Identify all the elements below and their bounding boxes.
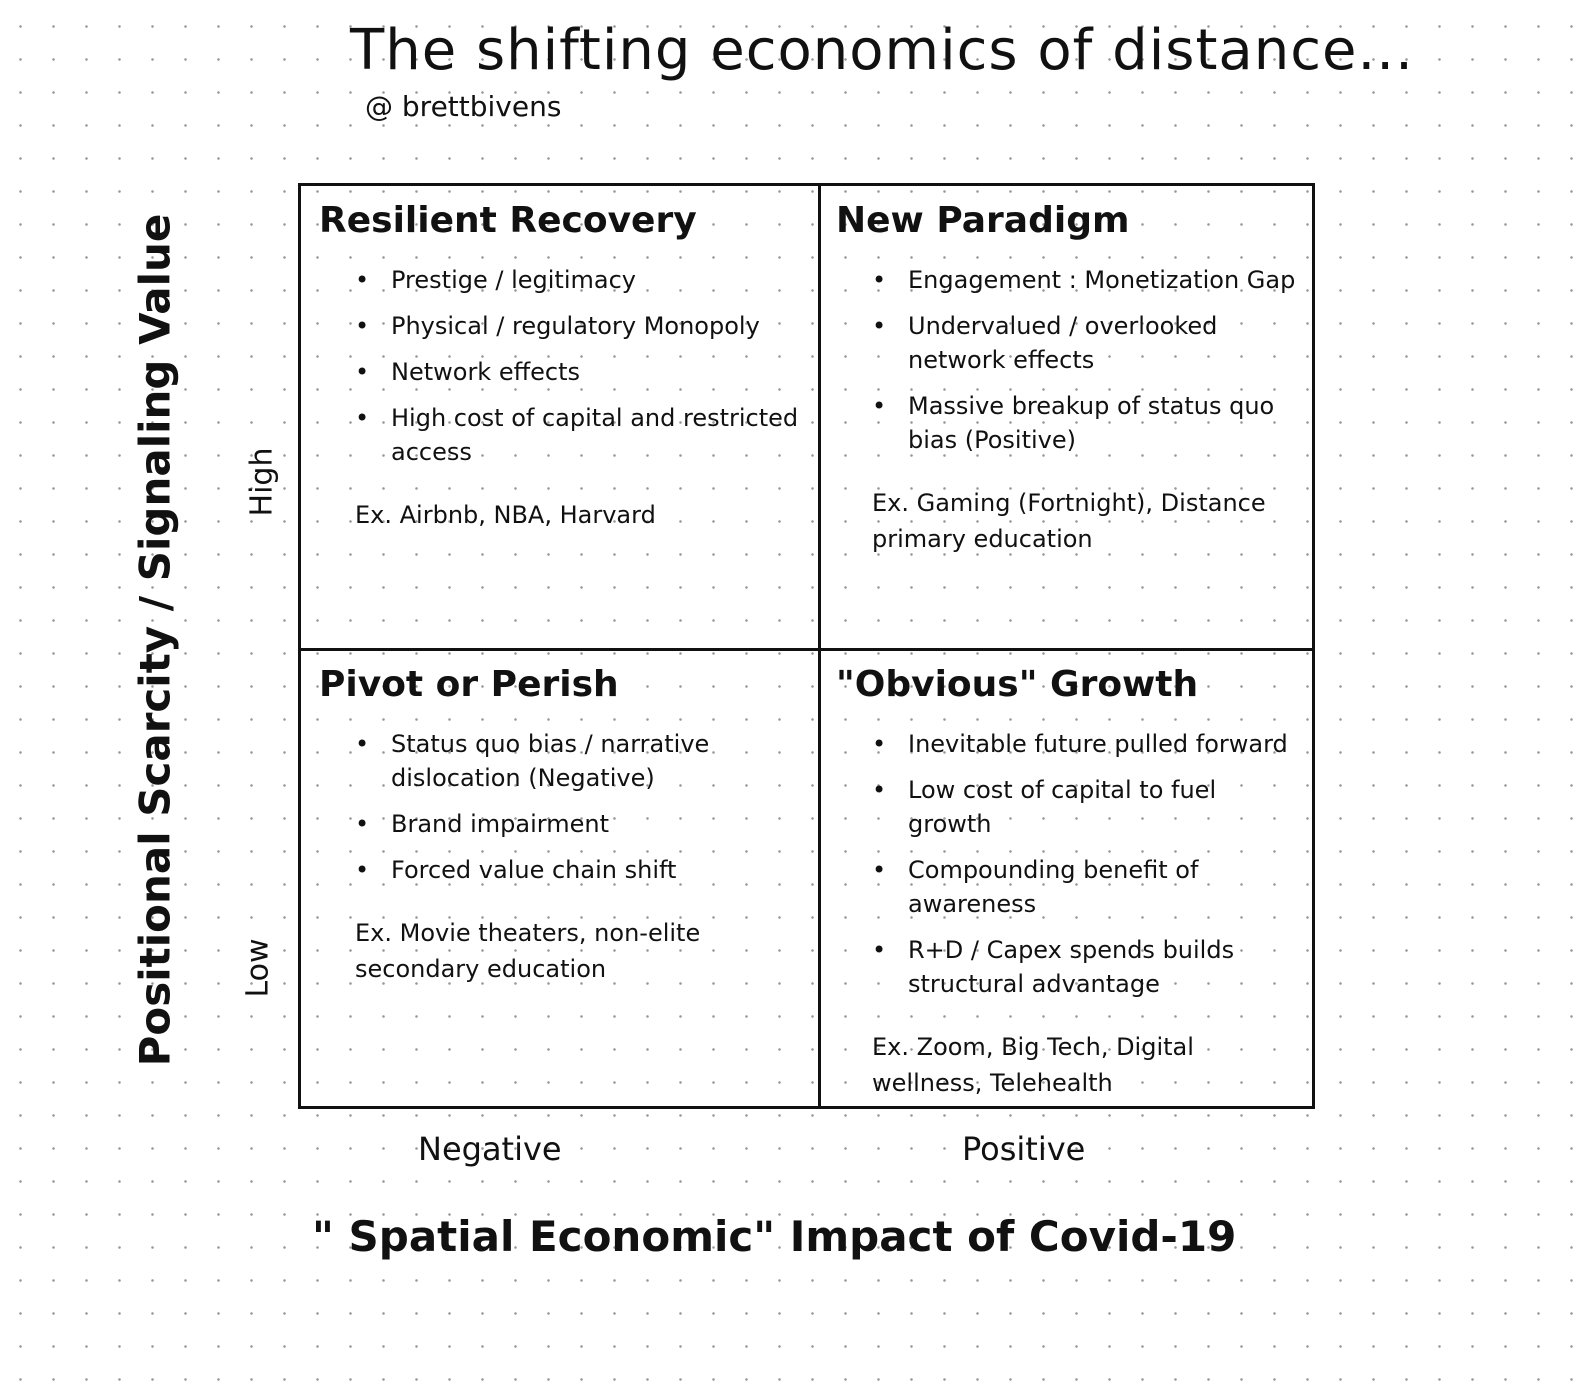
quadrant-pivot-or-perish [319,664,809,1094]
bullet-item: • Compounding benefit of awareness [872,853,1306,921]
vertical-divider [818,186,821,1106]
bullet-item: • Massive breakup of status quo bias (Positive) [872,389,1306,457]
quadrant-grid [298,183,1315,1109]
y-axis-high-label: High [244,447,280,517]
page-title: The shifting economics of distance... [350,18,1414,83]
quadrant-example: Ex. Gaming (Fortnight), Distance primary education [872,489,1266,553]
quadrant-example: Ex. Movie theaters, non-elite secondary education [355,919,701,983]
bullet-item: • Engagement : Monetization Gap [872,263,1306,297]
y-axis-low-label: Low [240,938,276,998]
y-axis-label: Positional Scarcity / Signaling Value [130,213,180,1067]
bullet-list [836,727,1306,1001]
bullet-list [836,263,1306,457]
quadrant-resilient-recovery [319,200,809,640]
bullet-item: • R+D / Capex spends builds structural advantage [872,933,1306,1001]
bullet-item: • Physical / regulatory Monopoly [355,309,809,343]
x-axis-negative-label: Negative [418,1130,562,1168]
quadrant-obvious-growth [836,664,1306,1097]
bullet-item: • Undervalued / overlooked network effects [872,309,1306,377]
bullet-list [319,727,809,887]
bullet-item: • Status quo bias / narrative dislocation (Negative) [355,727,809,795]
bullet-item: • Brand impairment [355,807,809,841]
bullet-item: • Inevitable future pulled forward [872,727,1306,761]
horizontal-divider [301,648,1312,651]
quadrant-title: New Paradigm [836,200,1130,241]
x-axis-positive-label: Positive [962,1130,1086,1168]
bullet-list [319,263,809,469]
quadrant-title: "Obvious" Growth [836,664,1199,705]
bullet-item: • Forced value chain shift [355,853,809,887]
bullet-item: • Low cost of capital to fuel growth [872,773,1306,841]
x-axis-label: " Spatial Economic" Impact of Covid-19 [312,1212,1237,1261]
quadrant-title: Pivot or Perish [319,664,619,705]
bullet-item: • High cost of capital and restricted access [355,401,809,469]
bullet-item: • Prestige / legitimacy [355,263,809,297]
quadrant-title: Resilient Recovery [319,200,697,241]
quadrant-example: Ex. Zoom, Big Tech, Digital wellness, Telehealth [872,1033,1194,1097]
quadrant-example: Ex. Airbnb, NBA, Harvard [355,501,656,529]
quadrant-new-paradigm [836,200,1306,640]
bullet-item: • Network effects [355,355,809,389]
author-handle: @ brettbivens [365,90,562,123]
